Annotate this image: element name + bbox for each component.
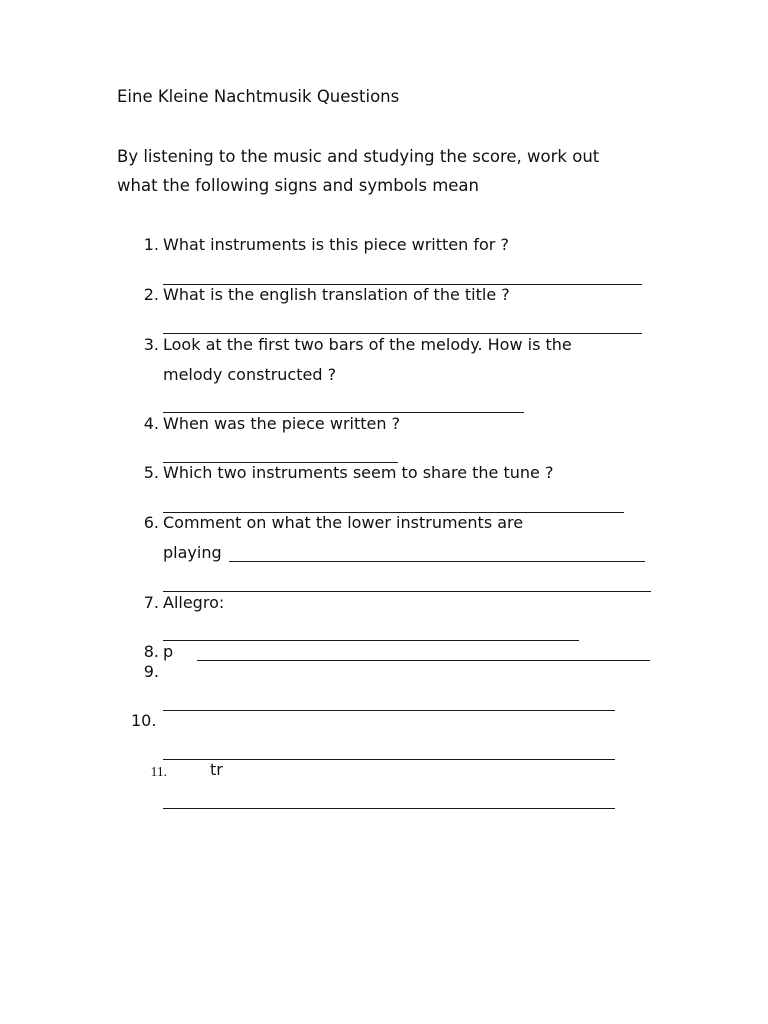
- question-3-text-line-2: melody constructed ?: [163, 365, 337, 384]
- question-3-text-line-1: Look at the first two bars of the melody. How is the: [163, 335, 572, 354]
- question-7-text: Allegro:: [163, 593, 225, 612]
- question-7-answer-line[interactable]: [163, 640, 579, 641]
- question-11-symbol: tr: [210, 760, 223, 779]
- question-1-number: 1.: [143, 235, 159, 254]
- question-10-number: 10.: [131, 711, 157, 730]
- question-2-number: 2.: [143, 285, 159, 304]
- question-8-symbol: p: [163, 642, 174, 661]
- question-5-text: Which two instruments seem to share the tune ?: [163, 463, 554, 482]
- instructions-line-1: By listening to the music and studying the score, work out: [117, 147, 600, 166]
- question-9-answer-line[interactable]: [163, 710, 615, 711]
- question-11-answer-line[interactable]: [163, 808, 615, 809]
- question-6-number: 6.: [143, 513, 159, 532]
- question-6-answer-line-1[interactable]: [229, 561, 645, 562]
- question-2-answer-line[interactable]: [163, 333, 642, 334]
- question-9-number: 9.: [143, 662, 159, 681]
- question-2-text: What is the english translation of the title ?: [163, 285, 510, 304]
- question-6-answer-line-2[interactable]: [163, 591, 651, 592]
- question-10-answer-line[interactable]: [163, 759, 615, 760]
- question-11-number: 11.: [150, 764, 167, 779]
- question-8-number: 8.: [143, 642, 159, 661]
- question-6-text-line-2: playing: [163, 543, 222, 562]
- question-3-number: 3.: [143, 335, 159, 354]
- question-8-answer-line[interactable]: [197, 660, 650, 661]
- worksheet-title: Eine Kleine Nachtmusik Questions: [117, 87, 400, 106]
- question-7-number: 7.: [143, 593, 159, 612]
- question-4-text: When was the piece written ?: [163, 414, 401, 433]
- question-6-text-line-1: Comment on what the lower instruments are: [163, 513, 524, 532]
- question-5-number: 5.: [143, 463, 159, 482]
- instructions-line-2: what the following signs and symbols mean: [117, 176, 479, 195]
- question-1-text: What instruments is this piece written for ?: [163, 235, 509, 254]
- question-4-number: 4.: [143, 414, 159, 433]
- question-3-answer-line[interactable]: [163, 412, 524, 413]
